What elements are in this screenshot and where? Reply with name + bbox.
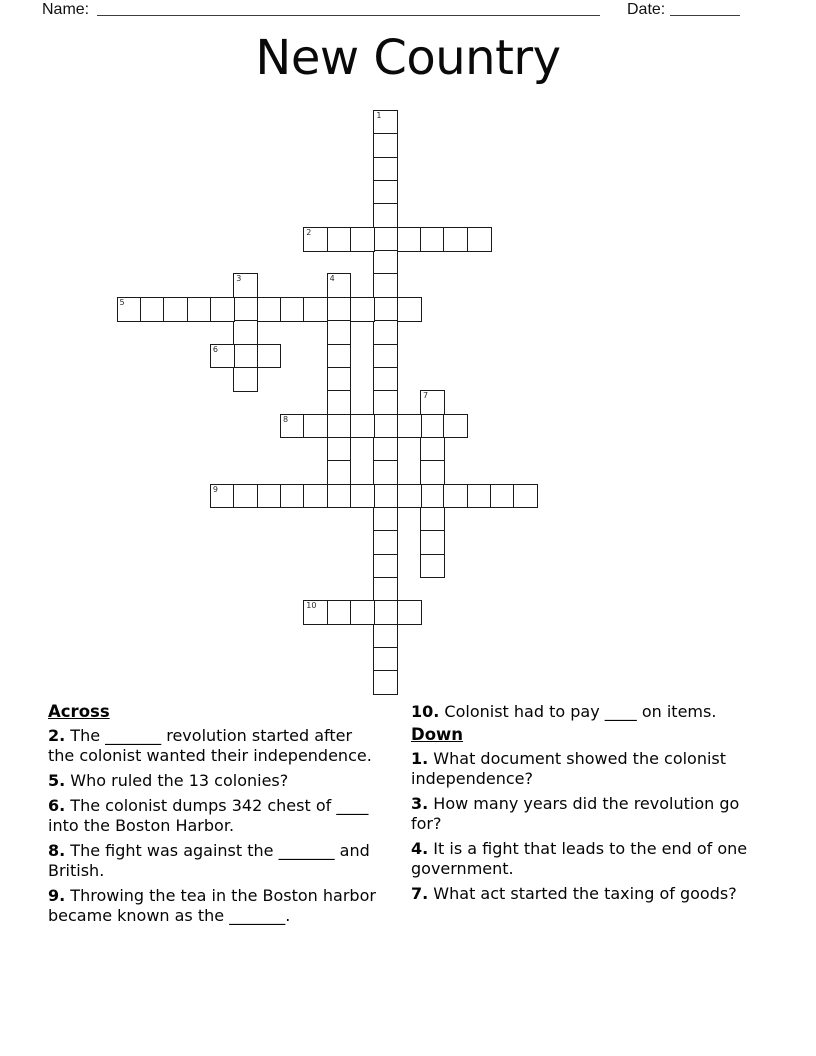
grid-cell[interactable] (373, 227, 398, 252)
grid-cell[interactable] (443, 484, 468, 509)
clue-number: 6. (48, 796, 66, 815)
grid-cell[interactable] (327, 367, 352, 392)
grid-cell[interactable] (373, 414, 398, 439)
grid-cell[interactable] (280, 297, 305, 322)
grid-cell[interactable] (210, 484, 235, 509)
clue-down-1: 1. What document showed the colonist independence? (411, 749, 727, 788)
grid-cell[interactable] (373, 133, 398, 158)
grid-cell[interactable] (397, 600, 422, 625)
grid-cell[interactable] (373, 320, 398, 345)
cell-number: 6 (212, 344, 218, 354)
cell-number: 7 (423, 391, 429, 401)
grid-cell[interactable] (257, 344, 282, 369)
grid-cell[interactable] (420, 460, 445, 485)
date-blank-line[interactable] (670, 0, 740, 16)
grid-cell[interactable] (373, 554, 398, 579)
grid-cell[interactable] (327, 227, 352, 252)
grid-cell[interactable] (373, 273, 398, 298)
cell-number: 1 (376, 111, 382, 120)
clue-down-4: 4. It is a fight that leads to the end of one government. (411, 839, 748, 878)
clue-down-3: 3. How many years did the revolution go for? (411, 794, 740, 833)
down-heading: Down (411, 725, 464, 744)
grid-cell[interactable] (443, 227, 468, 252)
grid-cell[interactable] (420, 227, 445, 252)
grid-cell[interactable] (257, 484, 282, 509)
grid-cell[interactable] (467, 484, 492, 509)
grid-cell[interactable] (397, 414, 422, 439)
clue-number: 9. (48, 886, 66, 905)
grid-cell[interactable] (117, 297, 142, 322)
grid-cell[interactable] (467, 227, 492, 252)
grid-cell[interactable] (420, 507, 445, 532)
grid-cell[interactable] (373, 507, 398, 532)
grid-cell[interactable] (327, 297, 352, 322)
grid-cell[interactable] (327, 414, 352, 439)
clue-across-10: 10. Colonist had to pay ____ on items. (411, 702, 717, 721)
cell-number: 10 (306, 601, 317, 611)
grid-cell[interactable] (397, 227, 422, 252)
grid-cell[interactable] (373, 484, 398, 509)
grid-cell[interactable] (327, 460, 352, 485)
grid-cell[interactable] (327, 273, 352, 298)
grid-cell[interactable] (373, 437, 398, 462)
cell-number: 8 (282, 414, 289, 424)
grid-cell[interactable] (327, 320, 352, 345)
grid-cell[interactable] (233, 320, 258, 345)
clue-number: 10. (411, 702, 440, 721)
grid-cell[interactable] (303, 227, 328, 252)
name-blank-line[interactable] (97, 0, 600, 16)
clue-down-7: 7. What act started the taxing of goods? (411, 884, 737, 903)
grid-cell[interactable] (373, 530, 398, 555)
clue-number: 4. (411, 839, 429, 858)
grid-cell[interactable] (490, 484, 515, 509)
grid-cell[interactable] (373, 250, 398, 275)
grid-cell[interactable] (233, 344, 258, 369)
grid-cell[interactable] (327, 600, 352, 625)
grid-cell[interactable] (350, 227, 375, 252)
cell-number: 9 (212, 484, 218, 494)
grid-cell[interactable] (163, 297, 188, 322)
clue-number: 7. (411, 884, 429, 903)
grid-cell[interactable] (373, 670, 398, 695)
grid-cell[interactable] (327, 390, 352, 415)
grid-cell[interactable] (373, 600, 398, 625)
clue-number: 1. (411, 749, 429, 768)
grid-cell[interactable] (373, 203, 398, 228)
grid-cell[interactable] (303, 297, 328, 322)
clue-number: 3. (411, 794, 429, 813)
clue-number: 2. (48, 726, 66, 745)
grid-cell[interactable] (327, 344, 352, 369)
puzzle-title: New Country (255, 30, 561, 86)
grid-cell[interactable] (420, 530, 445, 555)
date-label: Date: (627, 1, 666, 18)
grid-cell[interactable] (303, 484, 328, 509)
grid-cell[interactable] (373, 624, 398, 649)
grid-cell[interactable] (397, 484, 422, 509)
clue-across-6: 6. The colonist dumps 342 chest of ____ into the Boston Harbor. (48, 796, 369, 835)
grid-cell[interactable] (420, 554, 445, 579)
grid-cell[interactable] (373, 297, 398, 322)
clues-column-left (48, 702, 380, 931)
grid-cell[interactable] (303, 600, 328, 625)
grid-cell[interactable] (373, 647, 398, 672)
grid-cell[interactable] (233, 484, 258, 509)
grid-cell[interactable] (420, 437, 445, 462)
grid-cell[interactable] (443, 414, 468, 439)
grid-cell[interactable] (373, 180, 398, 205)
grid-cell[interactable] (420, 414, 445, 439)
cell-number: 3 (236, 274, 242, 284)
grid-cell[interactable] (373, 460, 398, 485)
grid-cell[interactable] (513, 484, 538, 509)
grid-cell[interactable] (350, 297, 375, 322)
name-label: Name: (42, 1, 90, 18)
clues-column-right (411, 702, 763, 909)
grid-cell[interactable] (233, 273, 258, 298)
grid-cell[interactable] (210, 297, 235, 322)
grid-cell[interactable] (257, 297, 282, 322)
clue-across-8: 8. The fight was against the _______ and British. (48, 841, 370, 880)
grid-cell[interactable] (373, 577, 398, 602)
clue-number: 8. (48, 841, 66, 860)
grid-cell[interactable] (280, 484, 305, 509)
clue-across-5: 5. Who ruled the 13 colonies? (48, 771, 289, 790)
grid-cell[interactable] (397, 297, 422, 322)
grid-cell[interactable] (303, 414, 328, 439)
clue-across-9: 9. Throwing the tea in the Boston harbor became known as the _______. (48, 886, 376, 925)
grid-cell[interactable] (140, 297, 165, 322)
grid-cell[interactable] (373, 344, 398, 369)
grid-cell[interactable] (420, 390, 445, 415)
grid-cell[interactable] (373, 367, 398, 392)
grid-cell[interactable] (233, 367, 258, 392)
across-heading: Across (48, 702, 110, 721)
grid-cell[interactable] (327, 437, 352, 462)
grid-cell[interactable] (350, 414, 375, 439)
cell-number: 4 (329, 274, 335, 284)
grid-cell[interactable] (373, 390, 398, 415)
cell-number: 2 (306, 227, 312, 237)
grid-cell[interactable] (210, 344, 235, 369)
grid-cell[interactable] (373, 157, 398, 182)
cell-number: 5 (119, 297, 125, 307)
grid-cell[interactable] (187, 297, 212, 322)
grid-cell[interactable] (350, 484, 375, 509)
grid-cell[interactable] (350, 600, 375, 625)
clue-number: 5. (48, 771, 66, 790)
clue-across-2: 2. The _______ revolution started after the colonist wanted their independence. (48, 726, 372, 765)
grid-cell[interactable] (420, 484, 445, 509)
grid-cell[interactable] (233, 297, 258, 322)
grid-cell[interactable] (327, 484, 352, 509)
grid-cell[interactable] (280, 414, 305, 439)
grid-cell[interactable] (373, 110, 398, 135)
